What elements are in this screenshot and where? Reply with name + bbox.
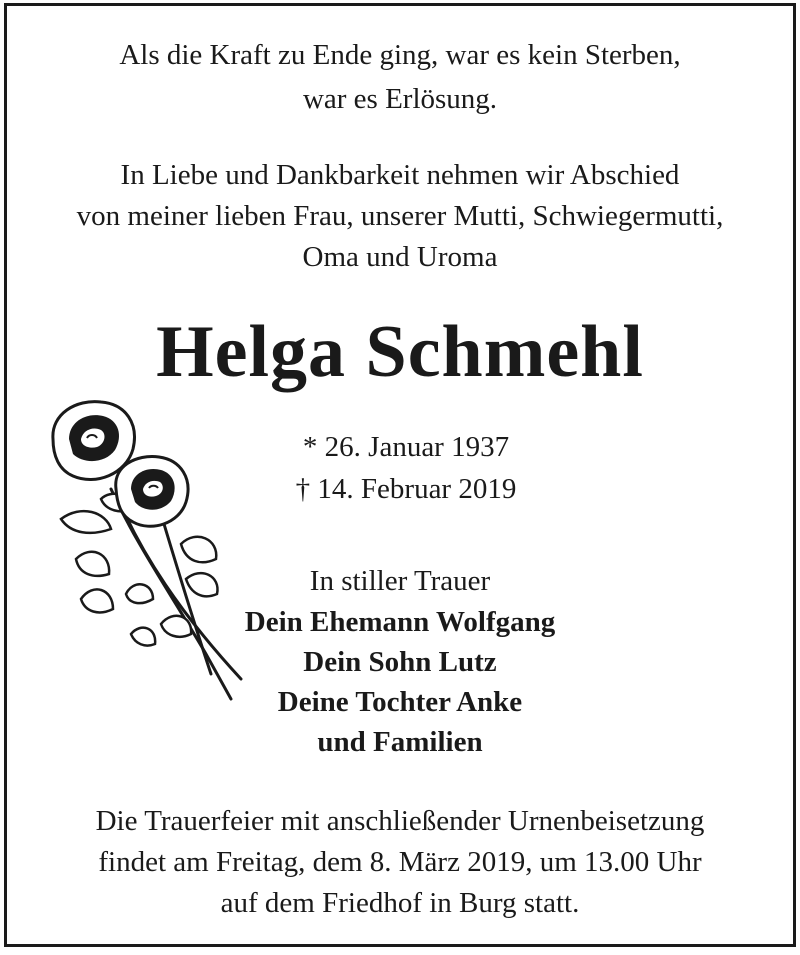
roses-illustration-icon <box>41 394 251 714</box>
mourner-name: Dein Ehemann Wolfgang <box>244 606 556 638</box>
mourner-name: Deine Tochter Anke <box>277 686 523 718</box>
mourner-name: und Familien <box>317 726 483 758</box>
obituary-frame <box>4 3 796 947</box>
intro-line-1: In Liebe und Dankbarkeit nehmen wir Abschied <box>120 159 680 191</box>
motto-line-1: Als die Kraft zu Ende ging, war es kein Sterben, <box>119 39 681 71</box>
motto-line-2: war es Erlösung. <box>302 83 498 115</box>
mourners-heading: In stiller Trauer <box>309 565 491 597</box>
mourner-name: Dein Sohn Lutz <box>303 646 497 678</box>
birth-date: * 26. Januar 1937 <box>302 431 510 463</box>
death-date: † 14. Februar 2019 <box>295 473 517 505</box>
funeral-line-2: findet am Freitag, dem 8. März 2019, um 13.00 Uhr <box>98 846 702 878</box>
funeral-line-1: Die Trauerfeier mit anschließender Urnenbeisetzung <box>95 805 705 837</box>
funeral-line-3: auf dem Friedhof in Burg statt. <box>220 887 580 919</box>
intro-line-3: Oma und Uroma <box>302 241 498 273</box>
intro-line-2: von meiner lieben Frau, unserer Mutti, Schwiegermutti, <box>76 200 724 232</box>
deceased-name: Helga Schmehl <box>156 311 644 393</box>
